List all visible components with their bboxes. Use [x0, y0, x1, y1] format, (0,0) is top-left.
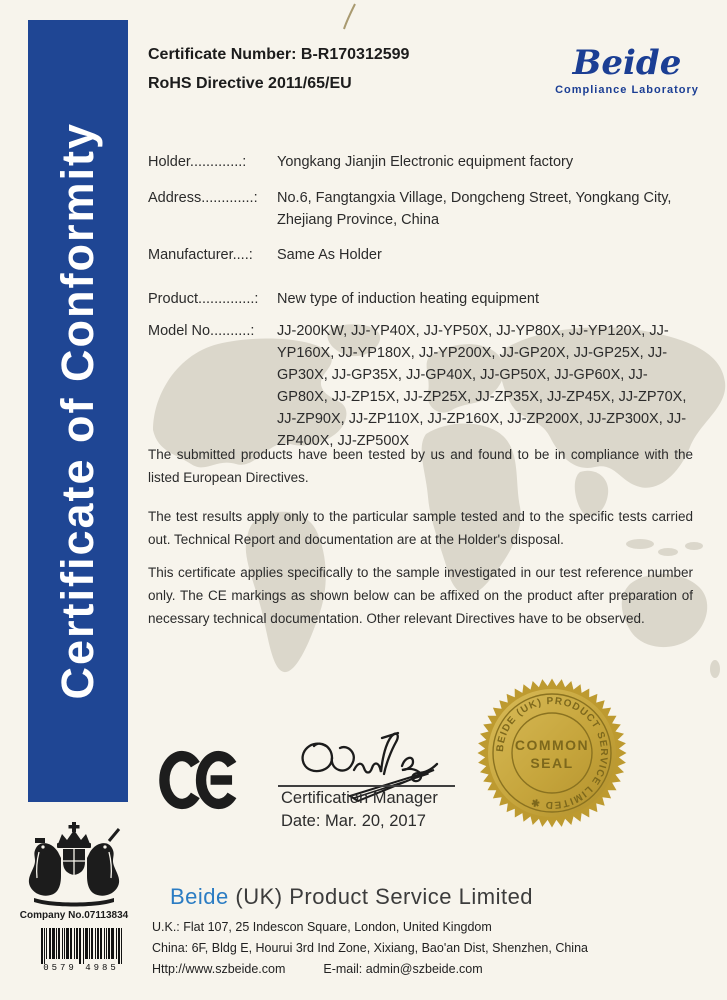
field-row-manufacturer	[148, 244, 700, 266]
beide-logo	[551, 44, 703, 96]
field-label: Address.............:	[148, 190, 258, 206]
paragraph-ce-markings: This certificate applies specifically to the sample investigated in our test reference number only. The CE markings as shown below can be affixed on the product after preparation of necessary technical documentation. Other relevant Directives have to be observed.	[148, 565, 693, 626]
field-label: Manufacturer....:	[148, 247, 253, 263]
directive-line: RoHS Directive 2011/65/EU	[148, 75, 352, 92]
certification-date: Date: Mar. 20, 2017	[281, 812, 426, 830]
field-value: Yongkang Jianjin Electronic equipment factory	[277, 154, 574, 170]
logo-tagline: Compliance Laboratory	[555, 84, 699, 96]
barcode-digits: 0579 4985	[43, 963, 119, 973]
banner-title: Certificate of Conformity	[52, 122, 103, 700]
footer-contact-line	[152, 962, 483, 976]
field-value: Same As Holder	[277, 247, 382, 263]
field-label: Model No..........:	[148, 323, 255, 339]
field-label: Product..............:	[148, 291, 259, 307]
footer-uk-address: U.K.: Flat 107, 25 Indescon Square, London, United Kingdom	[152, 920, 492, 934]
footer-brand: Beide	[170, 884, 229, 909]
footer-company-name	[170, 884, 533, 910]
company-number: Company No.07113834	[19, 910, 129, 921]
royal-crest-icon	[22, 822, 127, 910]
field-label: Holder.............:	[148, 154, 247, 170]
banner	[28, 20, 128, 802]
field-value: No.6, Fangtangxia Village, Dongcheng Street, Yongkang City, Zhejiang Province, China	[277, 190, 672, 228]
pen-mark-icon	[338, 2, 362, 32]
footer-website: Http://www.szbeide.com	[152, 962, 286, 976]
paragraph-test-results: The test results apply only to the particular sample tested and to the specific tests carried out. Technical Report and documentation are at the Holder's disposal.	[148, 509, 693, 547]
field-row-address	[148, 187, 700, 231]
certification-manager-label: Certification Manager	[281, 789, 438, 807]
certificate-number: Certificate Number: B-R170312599	[148, 46, 410, 63]
footer-email: E-mail: admin@szbeide.com	[323, 962, 483, 976]
seal-center-text-top: COMMON	[514, 737, 590, 753]
certificate-header	[148, 40, 409, 98]
seal-center-text-bottom: SEAL	[530, 755, 574, 771]
beide-logo-wordmark: Beide	[572, 43, 682, 83]
signature-rule	[278, 785, 455, 787]
barcode-icon	[40, 928, 122, 964]
ce-mark-icon	[158, 746, 244, 814]
seal-ring-text: BEIDE (UK) PRODUCT SERVICE LIMITED ✱	[494, 695, 610, 811]
field-value: New type of induction heating equipment	[277, 291, 539, 307]
footer-china-address: China: 6F, Bldg E, Hourui 3rd Ind Zone, Xixiang, Bao'an Dist, Shenzhen, China	[152, 941, 588, 955]
paragraph-compliance: The submitted products have been tested by us and found to be in compliance with the listed European Directives.	[148, 447, 693, 485]
field-row-product	[148, 288, 700, 310]
field-value: JJ-200KW, JJ-YP40X, JJ-YP50X, JJ-YP80X, JJ-YP120X, JJ-YP160X, JJ-YP180X, JJ-YP200X, JJ-GP20X, JJ-GP25X, JJ-GP30X, JJ-GP35X, JJ-GP40X, JJ-GP50X, JJ-GP60X, JJ-GP80X, JJ-ZP15X, JJ-ZP25X, JJ-ZP35X, JJ-ZP45X, JJ-ZP70X, JJ-ZP90X, JJ-ZP110X, JJ-ZP160X, JJ-ZP200X, JJ-ZP300X, JJ-ZP400X, JJ-ZP500X	[277, 323, 687, 449]
field-row-holder	[148, 151, 700, 173]
field-row-model-no	[148, 320, 700, 452]
gold-seal-icon	[476, 675, 628, 831]
footer-company-rest: (UK) Product Service Limited	[228, 884, 534, 909]
